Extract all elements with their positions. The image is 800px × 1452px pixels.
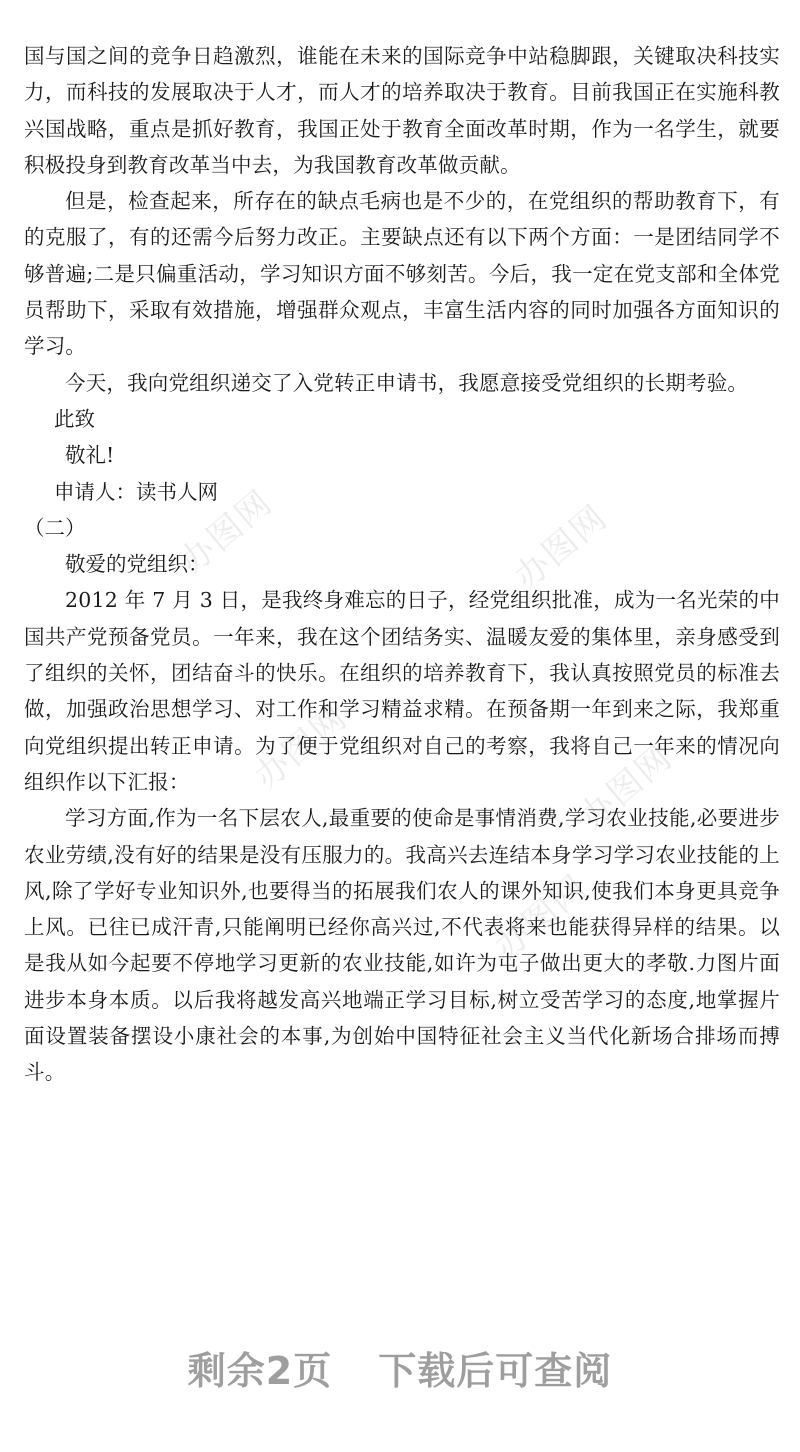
remaining-pages-label: 剩余2页 (187, 1349, 333, 1393)
paragraph-1: 国与国之间的竞争日趋激烈，谁能在未来的国际竞争中站稳脚跟，关键取决科技实力，而科技的发展取决于人才，而人才的培养取决于教育。目前我国正在实施科教兴国战略，重点是抓好教育，我国正处于教育全面改革时期，作为一名学生，就要积极投身到教育改革当中去，为我国教育改革做贡献。 (24, 44, 780, 177)
document-body (24, 38, 780, 1091)
watermark: 办图网 (487, 867, 596, 968)
paragraph-3: 今天，我向党组织递交了入党转正申请书，我愿意接受党组织的长期考验。 (65, 370, 749, 395)
section-marker: （二） (24, 515, 86, 540)
watermark: 办图网 (572, 737, 681, 838)
salutation: 敬爱的党组织： (65, 552, 209, 577)
download-to-view-label: 下载后可查阅 (378, 1349, 613, 1393)
paragraph-2: 但是，检查起来，所存在的缺点毛病也是不少的，在党组织的帮助教育下，有的克服了，有的还需今后努力改正。主要缺点还有以下两个方面：一是团结同学不够普遍;二是只偏重活动，学习知识方面不够刻苦。今后，我一定在党支部和全体党员帮助下，采取有效措施，增强群众观点，丰富生活内容的同时加强各方面知识的学习。 (24, 189, 780, 359)
paragraph-4: 2012 年 7 月 3 日，是我终身难忘的日子，经党组织批准，成为一名光荣的中国共产党预备党员。一年来，我在这个团结务实、温暖友爱的集体里，亲身感受到了组织的关怀，团结奋斗的快乐。在组织的培养教育下，我认真按照党员的标准去做，加强政治思想学习、对工作和学习精益求精。在预备期一年到来之际，我郑重向党组织提出转正申请。为了便于党组织对自己的考察，我将自己一年来的情况向组织作以下汇报： (24, 588, 780, 794)
download-prompt[interactable] (0, 1340, 800, 1395)
paragraph-5: 学习方面,作为一名下层农人,最重要的使命是事情消费,学习农业技能,必要进步农业劳绩,没有好的结果是没有压服力的。我高兴去连结本身学习学习农业技能的上风,除了学好专业知识外,也要得当的拓展我们农人的课外知识,使我们本身更具竞争上风。已往已成汗青,只能阐明已经你高兴过,不代表将来也能获得异样的结果。以是我从如今起要不停地学习更新的农业技能,如许为屯子做出更大的孝敬.力图片面进步本身本质。以后我将越发高兴地端正学习目标,树立受苦学习的态度,地掌握片面设置装备摆设小康社会的本事,为创始中国特征社会主义当代化新场合排场而搏斗。 (24, 806, 780, 1085)
watermark: 办图网 (507, 497, 616, 598)
closing-1: 此致 (54, 406, 95, 431)
applicant-line: 申请人：读书人网 (54, 479, 218, 504)
watermark: 办图网 (172, 482, 281, 583)
closing-2: 敬礼! (65, 443, 115, 468)
watermark: 办图网 (247, 697, 356, 798)
